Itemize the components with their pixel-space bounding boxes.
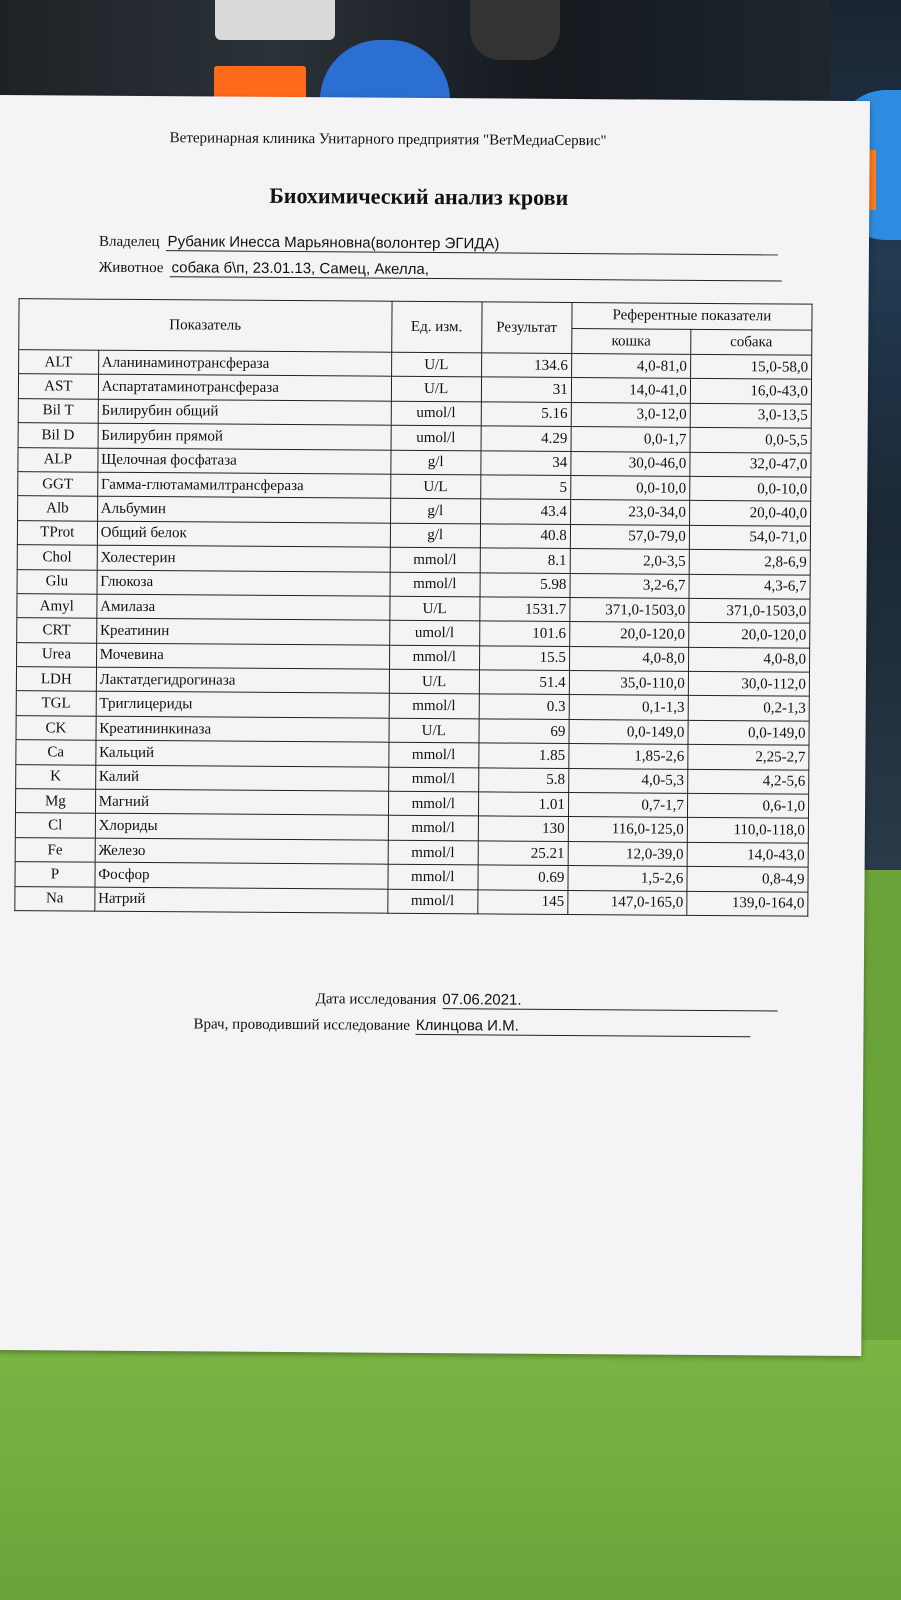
animal-label: Животное [98, 259, 164, 277]
owner-value: Рубаник Инесса Марьяновна(волонтер ЭГИДА) [166, 233, 778, 255]
dog-reference-cell: 0,0-5,5 [690, 427, 811, 452]
result-cell: 34 [481, 450, 571, 475]
header-dog: собака [691, 329, 812, 355]
dog-reference-cell: 4,0-8,0 [688, 647, 809, 672]
unit-cell: mmol/l [387, 889, 477, 914]
cat-reference-cell: 147,0-165,0 [568, 890, 687, 915]
dog-reference-cell: 0,0-10,0 [690, 476, 811, 501]
cat-reference-cell: 35,0-110,0 [569, 671, 688, 696]
unit-cell: mmol/l [388, 864, 478, 889]
indicator-name: Аланинаминотрансфераза [98, 350, 391, 376]
result-cell: 1.85 [479, 743, 569, 768]
unit-cell: umol/l [391, 425, 481, 450]
unit-cell: g/l [391, 450, 481, 475]
cat-reference-cell: 0,7-1,7 [568, 793, 687, 818]
cat-reference-cell: 23,0-34,0 [570, 500, 689, 525]
unit-cell: mmol/l [389, 645, 479, 670]
indicator-code: Glu [17, 569, 97, 594]
indicator-name: Аспартатаминотрансфераза [98, 375, 391, 401]
result-cell: 69 [479, 719, 569, 744]
table-body [15, 350, 812, 917]
indicator-code: GGT [18, 472, 98, 497]
unit-cell: mmol/l [388, 742, 478, 767]
indicator-code: Amyl [17, 594, 97, 619]
dog-reference-cell: 4,2-5,6 [687, 769, 808, 794]
indicator-name: Железо [95, 838, 388, 864]
biochemistry-table [14, 298, 812, 917]
date-row [316, 990, 778, 1011]
indicator-name: Билирубин общий [98, 399, 391, 425]
indicator-code: Bil T [18, 398, 98, 423]
unit-cell: U/L [390, 474, 480, 499]
result-cell: 43.4 [480, 499, 570, 524]
unit-cell: U/L [389, 718, 479, 743]
cat-reference-cell: 0,0-1,7 [571, 427, 690, 452]
dog-reference-cell: 14,0-43,0 [687, 842, 808, 867]
unit-cell: mmol/l [388, 840, 478, 865]
cat-reference-cell: 57,0-79,0 [570, 524, 689, 549]
table-row [15, 886, 808, 916]
cat-reference-cell: 4,0-81,0 [571, 353, 690, 378]
header-cat: кошка [572, 328, 691, 354]
indicator-code: Bil D [18, 423, 98, 448]
header-unit: Ед. изм. [391, 301, 481, 353]
cat-reference-cell: 2,0-3,5 [570, 549, 689, 574]
indicator-code: Urea [17, 642, 97, 667]
unit-cell: U/L [391, 352, 481, 377]
indicator-code: K [16, 764, 96, 789]
background-price-sticker [214, 66, 306, 100]
indicator-name: Щелочная фосфатаза [98, 448, 391, 474]
indicator-name: Мочевина [96, 643, 389, 669]
unit-cell: g/l [390, 499, 480, 524]
dog-reference-cell: 54,0-71,0 [689, 525, 810, 550]
indicator-name: Холестерин [97, 545, 390, 571]
dog-reference-cell: 20,0-120,0 [689, 623, 810, 648]
result-cell: 130 [478, 816, 568, 841]
background-package [215, 0, 335, 40]
unit-cell: mmol/l [390, 547, 480, 572]
indicator-code: AST [18, 374, 98, 399]
cat-reference-cell: 371,0-1503,0 [570, 597, 689, 622]
result-cell: 1.01 [478, 792, 568, 817]
lab-report-paper [0, 95, 870, 1356]
result-cell: 40.8 [480, 524, 570, 549]
result-cell: 4.29 [481, 426, 571, 451]
indicator-code: Chol [17, 545, 97, 570]
date-label: Дата исследования [315, 991, 437, 1009]
cat-reference-cell: 0,0-149,0 [569, 719, 688, 744]
dog-reference-cell: 3,0-13,5 [690, 403, 811, 428]
document-title: Биохимический анализ крови [269, 182, 569, 210]
doctor-label: Врач, проводивший исследование [193, 1016, 411, 1034]
unit-cell: mmol/l [388, 791, 478, 816]
indicator-name: Билирубин прямой [98, 423, 391, 449]
indicator-code: Fe [15, 837, 95, 862]
indicator-code: ALP [18, 447, 98, 472]
owner-row [99, 233, 778, 256]
result-cell: 25.21 [478, 841, 568, 866]
result-cell: 0.69 [478, 865, 568, 890]
indicator-code: LDH [16, 667, 96, 692]
cat-reference-cell: 4,0-8,0 [569, 646, 688, 671]
background-package [470, 0, 560, 60]
indicator-code: CK [16, 715, 96, 740]
result-cell: 101.6 [479, 621, 569, 646]
dog-reference-cell: 0,2-1,3 [688, 696, 809, 721]
result-cell: 5.8 [478, 767, 568, 792]
cat-reference-cell: 14,0-41,0 [571, 378, 690, 403]
unit-cell: U/L [390, 596, 480, 621]
unit-cell: mmol/l [390, 572, 480, 597]
indicator-code: Cl [15, 813, 95, 838]
indicator-code: P [15, 862, 95, 887]
header-reference: Референтные показатели [572, 302, 812, 329]
result-cell: 5.16 [481, 402, 571, 427]
owner-label: Владелец [98, 233, 160, 251]
unit-cell: umol/l [389, 621, 479, 646]
unit-cell: umol/l [391, 401, 481, 426]
dog-reference-cell: 15,0-58,0 [690, 354, 811, 379]
indicator-name: Креатинин [96, 618, 389, 644]
indicator-code: CRT [17, 618, 97, 643]
cat-reference-cell: 30,0-46,0 [571, 451, 690, 476]
result-cell: 5 [480, 475, 570, 500]
indicator-name: Креатининкиназа [96, 716, 389, 742]
cat-reference-cell: 0,0-10,0 [570, 475, 689, 500]
dog-reference-cell: 30,0-112,0 [688, 671, 809, 696]
header-result: Результат [481, 302, 571, 354]
result-cell: 8.1 [480, 548, 570, 573]
cat-reference-cell: 12,0-39,0 [568, 841, 687, 866]
indicator-code: TGL [16, 691, 96, 716]
cat-reference-cell: 116,0-125,0 [568, 817, 687, 842]
dog-reference-cell: 16,0-43,0 [690, 379, 811, 404]
indicator-name: Общий белок [97, 521, 390, 547]
result-cell: 145 [478, 889, 568, 914]
indicator-name: Триглицериды [96, 692, 389, 718]
indicator-code: Mg [15, 789, 95, 814]
cat-reference-cell: 0,1-1,3 [569, 695, 688, 720]
clinic-name: Ветеринарная клиника Унитарного предприятия "ВетМедиаСервис" [169, 130, 607, 150]
doctor-value: Клинцова И.М. [416, 1017, 751, 1037]
dog-reference-cell: 32,0-47,0 [690, 452, 811, 477]
dog-reference-cell: 0,0-149,0 [688, 720, 809, 745]
dog-reference-cell: 20,0-40,0 [689, 501, 810, 526]
indicator-name: Натрий [95, 887, 388, 913]
unit-cell: g/l [390, 523, 480, 548]
indicator-name: Кальций [96, 740, 389, 766]
indicator-name: Хлориды [95, 814, 388, 840]
dog-reference-cell: 2,8-6,9 [689, 549, 810, 574]
date-value: 07.06.2021. [442, 991, 777, 1011]
result-cell: 134.6 [481, 353, 571, 378]
cat-reference-cell: 1,85-2,6 [569, 744, 688, 769]
doctor-row [193, 1015, 751, 1037]
result-cell: 0.3 [479, 694, 569, 719]
indicator-name: Калий [95, 765, 388, 791]
indicator-code: TProt [17, 520, 97, 545]
dog-reference-cell: 110,0-118,0 [687, 818, 808, 843]
indicator-code: ALT [19, 350, 99, 375]
indicator-name: Гамма-глютамамилтрансфераза [97, 472, 390, 498]
indicator-name: Фосфор [95, 862, 388, 888]
indicator-code: Alb [18, 496, 98, 521]
unit-cell: mmol/l [388, 816, 478, 841]
indicator-code: Ca [16, 740, 96, 765]
dog-reference-cell: 4,3-6,7 [689, 574, 810, 599]
unit-cell: mmol/l [388, 767, 478, 792]
cat-reference-cell: 1,5-2,6 [568, 866, 687, 891]
dog-reference-cell: 0,6-1,0 [687, 793, 808, 818]
unit-cell: U/L [391, 377, 481, 402]
result-cell: 15.5 [479, 646, 569, 671]
indicator-name: Лактатдегидрогиназа [96, 667, 389, 693]
cat-reference-cell: 20,0-120,0 [569, 622, 688, 647]
indicator-name: Магний [95, 789, 388, 815]
cat-reference-cell: 3,2-6,7 [570, 573, 689, 598]
result-cell: 5.98 [480, 572, 570, 597]
animal-row [99, 259, 782, 282]
indicator-code: Na [15, 886, 95, 911]
result-cell: 31 [481, 377, 571, 402]
cat-reference-cell: 3,0-12,0 [571, 402, 690, 427]
cat-reference-cell: 4,0-5,3 [568, 768, 687, 793]
dog-reference-cell: 139,0-164,0 [687, 891, 808, 916]
animal-value: собака б\п, 23.01.13, Самец, Акелла, [169, 259, 781, 281]
background-table-surface [0, 1340, 901, 1600]
indicator-name: Амилаза [97, 594, 390, 620]
header-indicator: Показатель [19, 299, 392, 353]
dog-reference-cell: 0,8-4,9 [687, 867, 808, 892]
dog-reference-cell: 2,25-2,7 [688, 745, 809, 770]
result-cell: 51.4 [479, 670, 569, 695]
unit-cell: mmol/l [389, 694, 479, 719]
indicator-name: Глюкоза [97, 570, 390, 596]
result-cell: 1531.7 [480, 597, 570, 622]
indicator-name: Альбумин [97, 497, 390, 523]
unit-cell: U/L [389, 669, 479, 694]
dog-reference-cell: 371,0-1503,0 [689, 598, 810, 623]
